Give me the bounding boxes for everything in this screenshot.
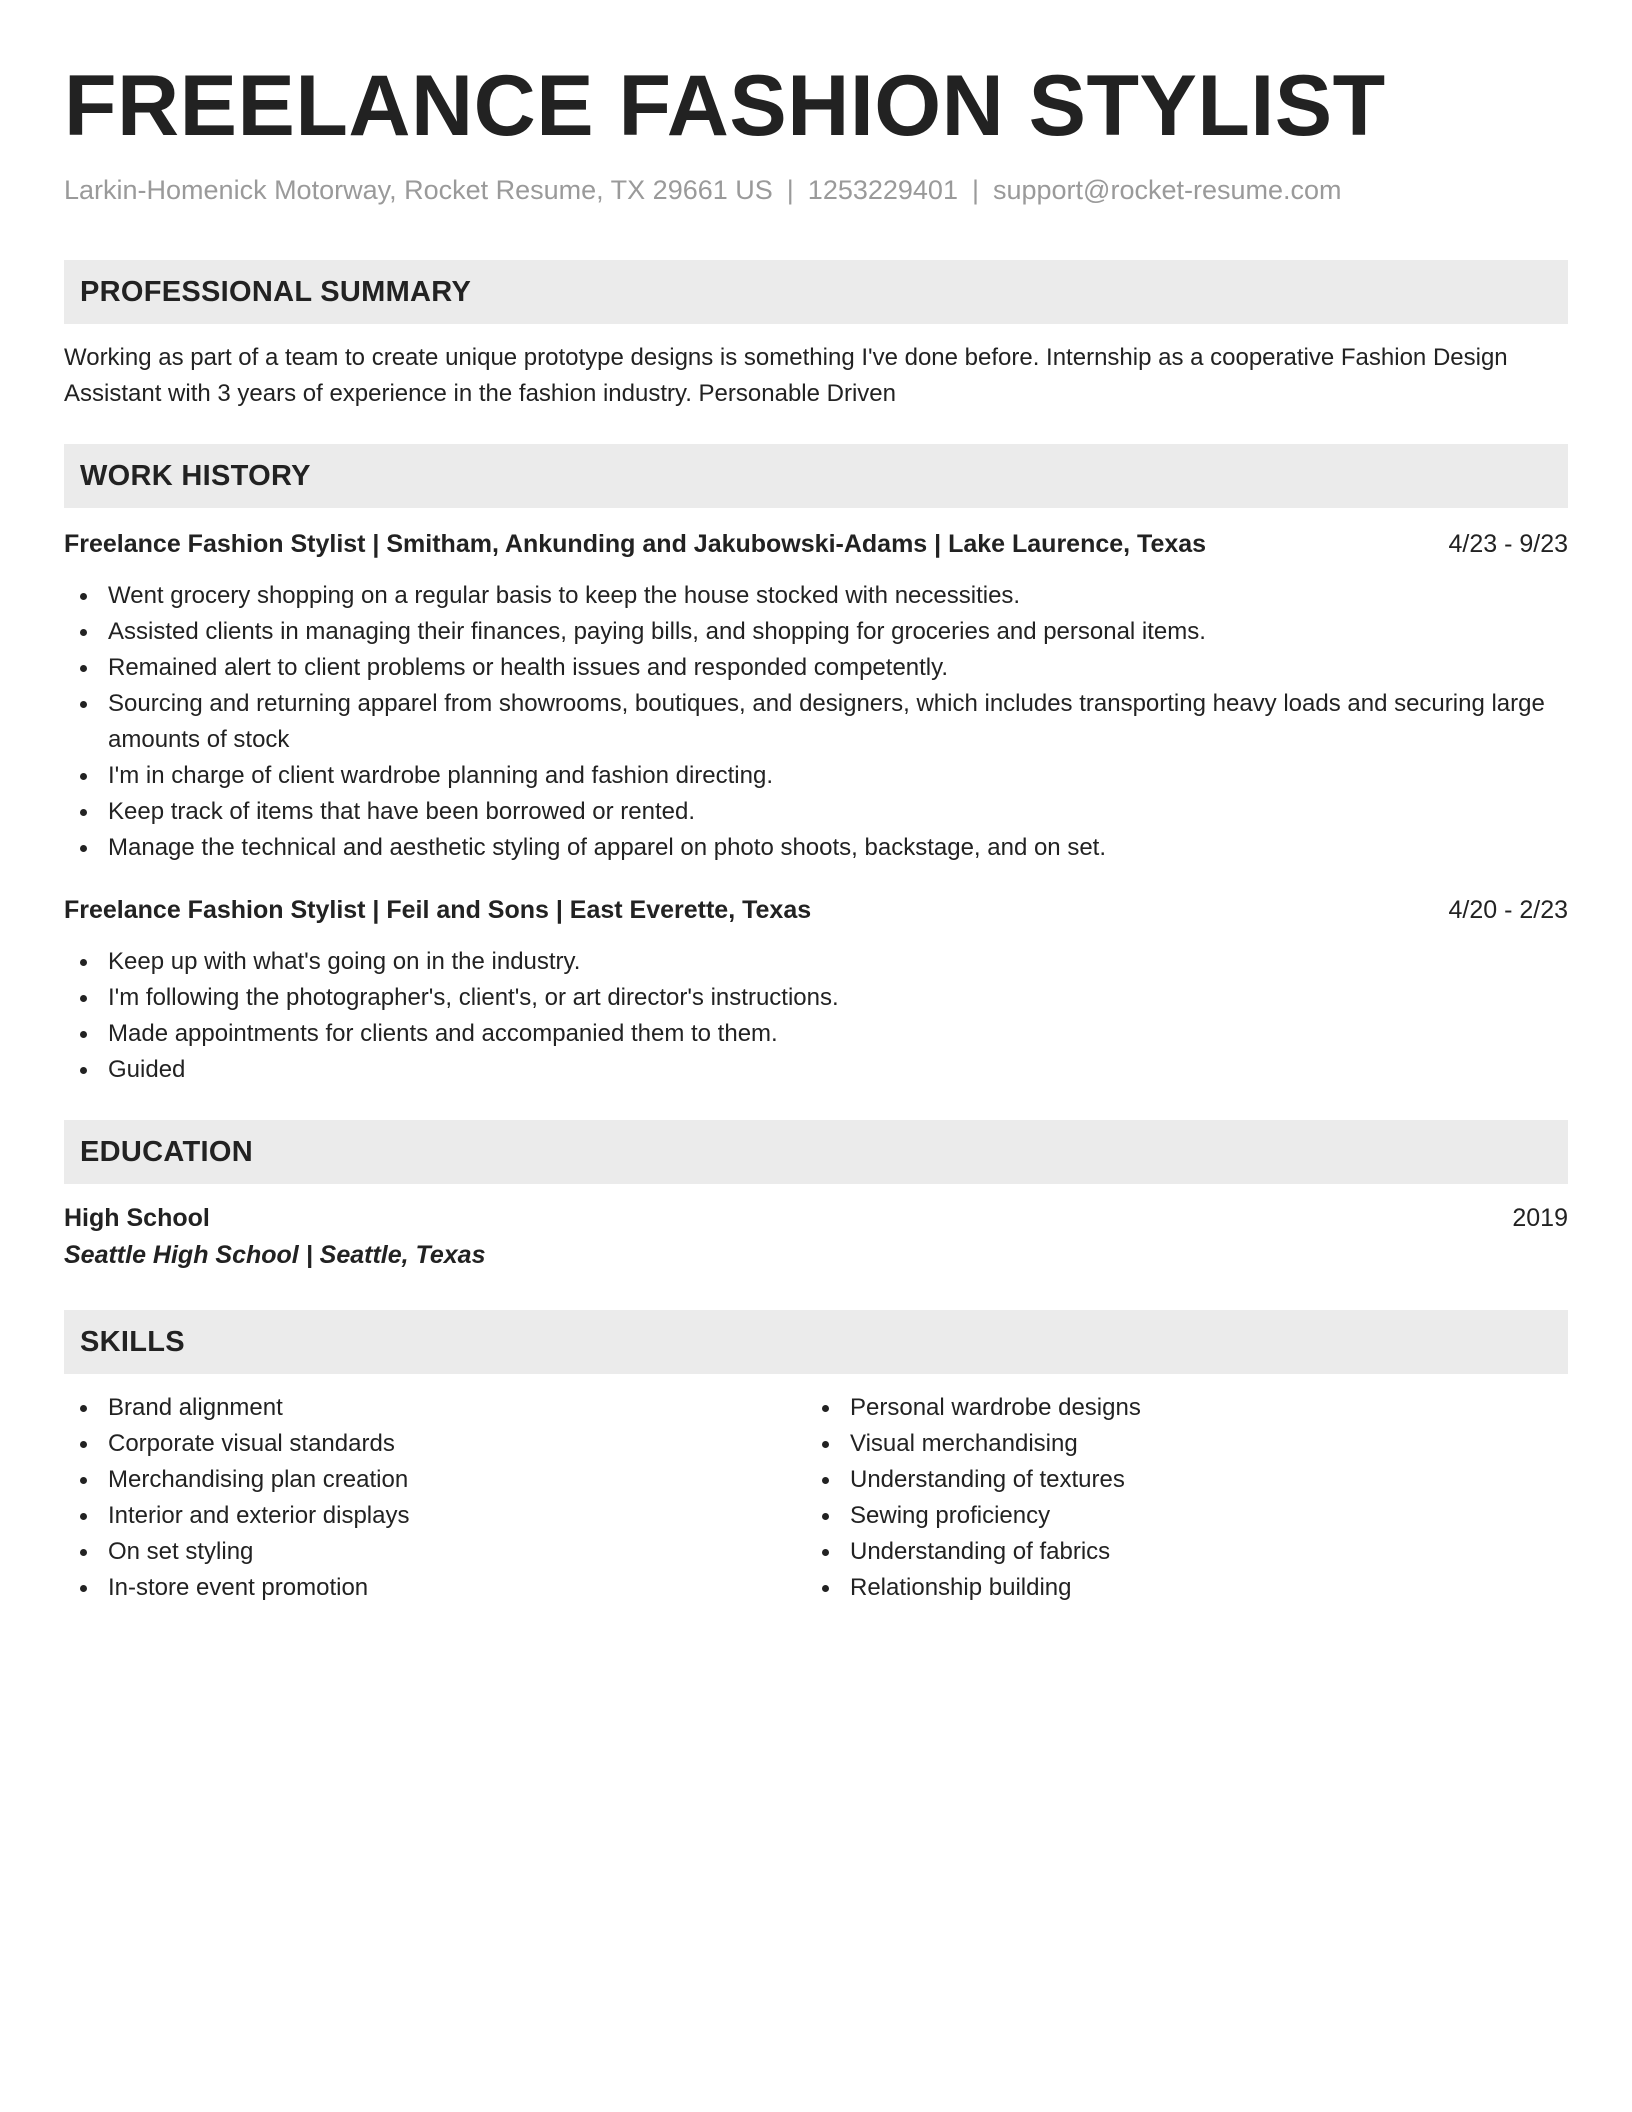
skill-item: On set styling bbox=[64, 1534, 806, 1570]
contact-phone: 1253229401 bbox=[807, 175, 958, 205]
contact-address: Larkin-Homenick Motorway, Rocket Resume, TX 29661 US bbox=[64, 175, 773, 205]
education-year: 2019 bbox=[1512, 1204, 1568, 1232]
list-item: Manage the technical and aesthetic styling of apparel on photo shoots, backstage, and on set. bbox=[64, 830, 1568, 866]
job-entry bbox=[64, 892, 1568, 1088]
list-item: I'm in charge of client wardrobe planning and fashion directing. bbox=[64, 758, 1568, 794]
list-item: Remained alert to client problems or health issues and responded competently. bbox=[64, 650, 1568, 686]
skill-item: Merchandising plan creation bbox=[64, 1462, 806, 1498]
list-item: Assisted clients in managing their finances, paying bills, and shopping for groceries and personal items. bbox=[64, 614, 1568, 650]
skill-item: Corporate visual standards bbox=[64, 1426, 806, 1462]
section-heading-skills: SKILLS bbox=[64, 1310, 1568, 1374]
skills-column-right bbox=[806, 1390, 1548, 1606]
skills-bullets bbox=[64, 1390, 806, 1606]
skill-item: Visual merchandising bbox=[806, 1426, 1548, 1462]
job-dates: 4/20 - 2/23 bbox=[1448, 896, 1568, 924]
resume-page bbox=[64, 56, 1568, 1606]
contact-separator: | bbox=[786, 175, 794, 205]
job-dates: 4/23 - 9/23 bbox=[1448, 530, 1568, 558]
skills-bullets bbox=[806, 1390, 1548, 1606]
list-item: Keep up with what's going on in the industry. bbox=[64, 944, 1568, 980]
contact-separator: | bbox=[971, 175, 979, 205]
list-item: Guided bbox=[64, 1052, 1568, 1088]
list-item: Keep track of items that have been borrowed or rented. bbox=[64, 794, 1568, 830]
list-item: Made appointments for clients and accompanied them to them. bbox=[64, 1016, 1568, 1052]
skill-item: Sewing proficiency bbox=[806, 1498, 1548, 1534]
job-header bbox=[64, 892, 1568, 928]
job-title: Freelance Fashion Stylist | Feil and Sons | East Everette, Texas bbox=[64, 896, 812, 924]
skills-column-left bbox=[64, 1390, 806, 1606]
contact-email: support@rocket-resume.com bbox=[992, 175, 1342, 205]
skill-item: Interior and exterior displays bbox=[64, 1498, 806, 1534]
skill-item: In-store event promotion bbox=[64, 1570, 806, 1606]
resume-name: FREELANCE FASHION STYLIST bbox=[64, 58, 1386, 154]
section-heading-education: EDUCATION bbox=[64, 1120, 1568, 1184]
list-item: Went grocery shopping on a regular basis to keep the house stocked with necessities. bbox=[64, 578, 1568, 614]
job-title: Freelance Fashion Stylist | Smitham, Ankunding and Jakubowski-Adams | Lake Laurence, Texas bbox=[64, 530, 1207, 558]
list-item: Sourcing and returning apparel from showrooms, boutiques, and designers, which includes transporting heavy loads and securing large amounts of stock bbox=[64, 686, 1568, 758]
education-header bbox=[64, 1200, 1568, 1236]
skill-item: Relationship building bbox=[806, 1570, 1548, 1606]
skill-item: Brand alignment bbox=[64, 1390, 806, 1426]
skill-item: Understanding of textures bbox=[806, 1462, 1548, 1498]
job-bullets bbox=[64, 944, 1568, 1088]
job-entry bbox=[64, 526, 1568, 866]
job-bullets bbox=[64, 578, 1568, 866]
education-degree: High School bbox=[64, 1204, 210, 1232]
education-entry bbox=[64, 1200, 1568, 1274]
section-heading-summary: PROFESSIONAL SUMMARY bbox=[64, 260, 1568, 324]
job-header bbox=[64, 526, 1568, 562]
skill-item: Personal wardrobe designs bbox=[806, 1390, 1548, 1426]
summary-text: Working as part of a team to create unique prototype designs is something I've done before. Internship as a cooperative Fashion Design Assistant with 3 years of experience in the fashion industry. Personable Driven bbox=[64, 344, 1508, 407]
skills-list bbox=[64, 1390, 1568, 1606]
education-school: Seattle High School | Seattle, Texas bbox=[64, 1241, 486, 1269]
list-item: I'm following the photographer's, client's, or art director's instructions. bbox=[64, 980, 1568, 1016]
section-heading-work: WORK HISTORY bbox=[64, 444, 1568, 508]
skill-item: Understanding of fabrics bbox=[806, 1534, 1548, 1570]
contact-line bbox=[64, 172, 1568, 208]
